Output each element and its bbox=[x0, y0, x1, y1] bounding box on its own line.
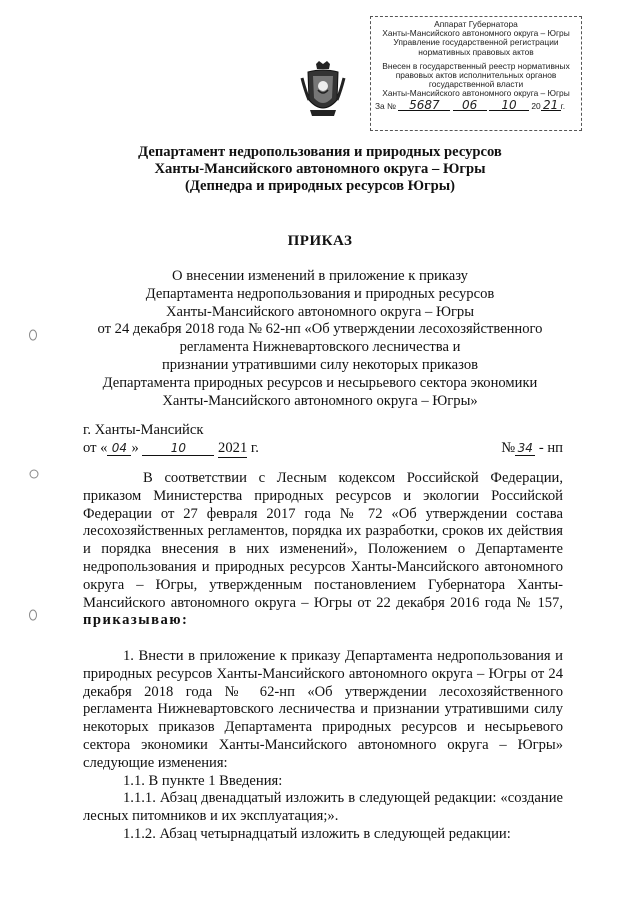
item-1: 1. Внести в приложение к приказу Департамента недропользования и природных ресурсов Ханты-Мансийского автономного округа – Югры от 24 декабря 2018 года № 62-нп «Об утверждении лесохозяйственного регламента Нижневартовского лесничества и признании утратившими силу некоторых приказов Департамента природных ресурсов и несырьевого сектора экономики Ханты-Мансийского автономного округа – Югры» следующие изменения: bbox=[83, 648, 563, 771]
place-of-issue: г. Ханты-Мансийск bbox=[83, 422, 204, 438]
coat-of-arms-emblem bbox=[300, 60, 346, 120]
item-1-1-1: 1.1.1. Абзац двенадцатый изложить в следующей редакции: «создание лесных питомников и их эксплуатация;». bbox=[83, 790, 563, 825]
stamp-line: нормативных правовых актов bbox=[418, 46, 534, 57]
stamp-line: правовых актов исполнительных органов bbox=[395, 70, 557, 81]
stamp-line: Внесен в государственный реестр нормативных bbox=[382, 60, 570, 71]
item-1-1-2: 1.1.2. Абзац четырнадцатый изложить в следующей редакции: bbox=[123, 825, 511, 842]
department-header bbox=[0, 144, 640, 195]
order-year: 2021 bbox=[218, 440, 248, 456]
order-number: № 34 - нп bbox=[501, 440, 563, 456]
margin-punch-mark bbox=[28, 608, 38, 622]
stamp-year: 21 bbox=[541, 101, 561, 111]
stamp-line: Аппарат Губернатора bbox=[434, 19, 518, 29]
stamp-line: Ханты-Мансийского автономного округа – Югры bbox=[382, 88, 570, 99]
stamp-registration-number: За № 5687 06 10 20 21 г. bbox=[375, 97, 566, 112]
subject-line: Департамента недропользования и природных ресурсов bbox=[145, 285, 495, 302]
date-and-number-line: от « 04 » 10 2021 г. № 34 - нп bbox=[83, 440, 563, 456]
stamp-number-value: 5687 bbox=[398, 101, 450, 111]
stamp-month: 10 bbox=[489, 101, 529, 111]
preamble-paragraph: В соответствии с Лесным кодексом Российской Федерации, приказом Министерства природных ресурсов и экологии Российской Федерации от 27 февраля 2017 года № 72 «Об утверждении состава лесохозяйственных регламентов, порядка их разработки, сроков их действия и порядка внесения в них изменений», Положением о Департаменте недропользования и природных ресурсов Ханты-Мансийского автономного округа – Югры, утвержденным постановлением Губернатора Ханты-Мансийского автономного округа – Югры от 22 декабря 2016 года № 157, приказываю: bbox=[83, 470, 563, 629]
department-short-name: (Депнедра и природных ресурсов Югры) bbox=[184, 178, 456, 194]
subject-line: Ханты-Мансийского автономного округа – Югры bbox=[165, 303, 475, 320]
subject-line: регламента Нижневартовского лесничества и bbox=[179, 339, 461, 356]
registration-stamp bbox=[370, 16, 582, 131]
subject-line: признании утратившими силу некоторых приказов bbox=[161, 356, 479, 373]
stamp-line: государственной власти bbox=[428, 79, 524, 90]
stamp-line: Ханты-Мансийского автономного округа – Югры bbox=[382, 28, 570, 39]
subject-line: О внесении изменений в приложение к приказу bbox=[172, 268, 468, 284]
department-name-line1: Департамент недропользования и природных ресурсов bbox=[138, 144, 502, 160]
order-day: 04 bbox=[107, 441, 131, 456]
margin-punch-mark bbox=[28, 468, 40, 480]
stamp-line: Управление государственной регистрации bbox=[393, 37, 559, 48]
subject-line: Ханты-Мансийского автономного округа – Югры» bbox=[162, 392, 478, 409]
stamp-day: 06 bbox=[453, 101, 487, 111]
order-month: 10 bbox=[142, 441, 214, 456]
document-title: ПРИКАЗ bbox=[287, 233, 353, 249]
order-items bbox=[83, 648, 563, 844]
item-1-1: 1.1. В пункте 1 Введения: bbox=[123, 772, 283, 789]
department-name-line2: Ханты-Мансийского автономного округа – Югры bbox=[154, 161, 486, 177]
subject-line: Департамента природных ресурсов и несырьевого сектора экономики bbox=[102, 374, 538, 391]
order-number-value: 34 bbox=[515, 441, 535, 456]
margin-punch-mark bbox=[28, 328, 38, 342]
order-subject bbox=[0, 268, 640, 410]
subject-line: от 24 декабря 2018 года № 62-нп «Об утверждении лесохозяйственного bbox=[97, 321, 543, 338]
order-word: приказываю: bbox=[83, 612, 189, 629]
